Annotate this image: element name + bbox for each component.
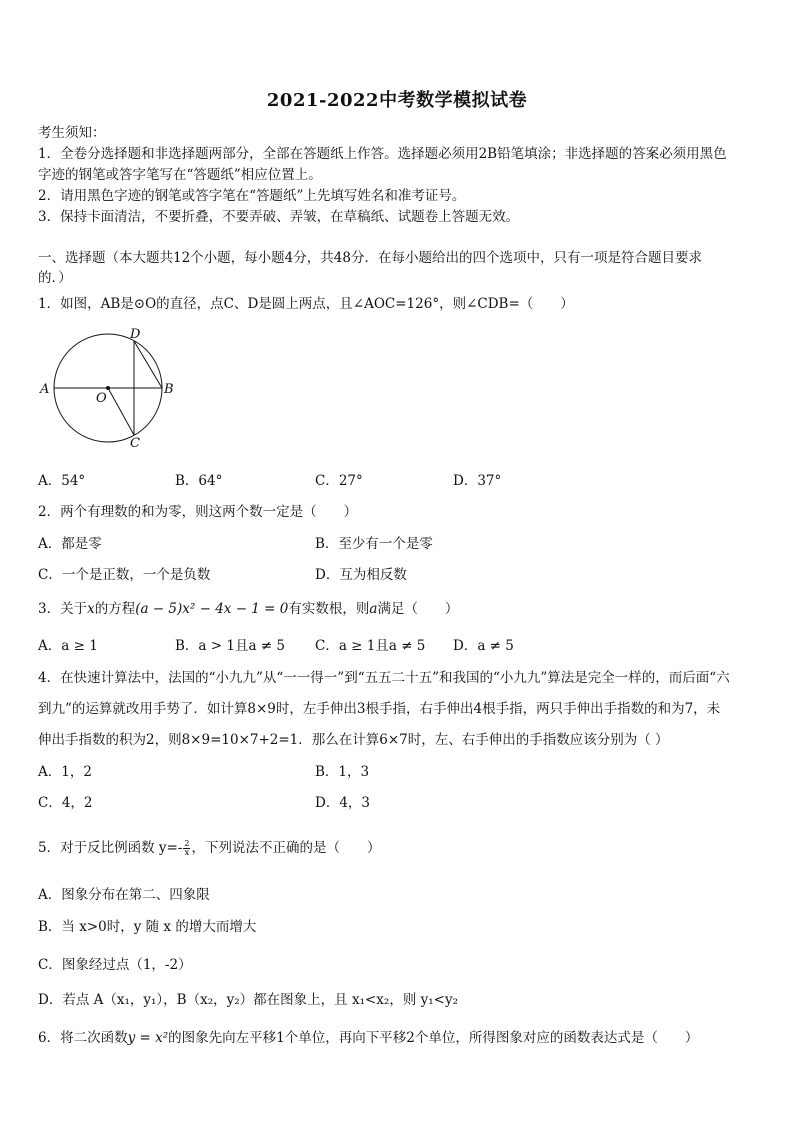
q5-option-b: B．当 x>0时，y 随 x 的增大而增大 bbox=[38, 919, 257, 935]
label-b: B bbox=[164, 382, 174, 397]
q2-option-c: C．一个是正数，一个是负数 bbox=[38, 567, 211, 583]
q1-circle-figure bbox=[38, 325, 180, 455]
notice-item-1b: 字迹的钢笔或答字笔写在“答题纸”相应位置上。 bbox=[38, 167, 322, 183]
q5-stem bbox=[38, 836, 380, 857]
q3-var-x: x bbox=[87, 601, 95, 617]
q5-option-d: D．若点 A（x₁，y₁），B（x₂，y₂）都在图象上，且 x₁<x₂，则 y₁<y₂ bbox=[38, 992, 458, 1008]
q6-equation: y = x² bbox=[127, 1030, 169, 1046]
q1-option-b: B．64° bbox=[175, 473, 223, 489]
q4-line-1: 4．在快速计算法中，法国的“小九九”从“一一得一”到“五五二十五”和我国的“小九九”算法是完全一样的，而后面“六 bbox=[38, 670, 730, 686]
q5-stem-b: ，下列说法不正确的是（ ） bbox=[191, 840, 381, 856]
q5-option-a: A．图象分布在第二、四象限 bbox=[38, 887, 210, 903]
center-point bbox=[106, 386, 110, 390]
q3-option-c: C．a ≥ 1且a ≠ 5 bbox=[315, 638, 426, 654]
q3-stem-c: 有实数根，则 bbox=[288, 601, 370, 617]
q1-option-c: C．27° bbox=[315, 473, 363, 489]
q4-option-a: A．1，2 bbox=[38, 764, 92, 780]
segment-oc bbox=[108, 388, 134, 435]
section-heading-a: 一、选择题（本大题共12个小题，每小题4分，共48分．在每小题给出的四个选项中，只有一项是符合题目要求 bbox=[38, 250, 702, 266]
q6-stem-a: 6．将二次函数 bbox=[38, 1030, 128, 1046]
q5-fraction bbox=[183, 840, 190, 857]
q2-option-a: A．都是零 bbox=[38, 536, 102, 552]
q5-frac-den: x bbox=[184, 848, 190, 857]
q5-frac-num: 2 bbox=[184, 839, 190, 848]
q6-stem bbox=[38, 1026, 698, 1046]
q2-stem: 2．两个有理数的和为零，则这两个数一定是（ ） bbox=[38, 504, 358, 520]
notice-heading: 考生须知： bbox=[38, 125, 106, 141]
notice-item-1a: 1．全卷分选择题和非选择题两部分，全部在答题纸上作答。选择题必须用2B铅笔填涂；非选择题的答案必须用黑色 bbox=[38, 146, 727, 162]
q1-option-d: D．37° bbox=[453, 473, 502, 489]
q4-option-b: B．1，3 bbox=[315, 764, 370, 780]
q2-option-b: B．至少有一个是零 bbox=[315, 536, 433, 552]
q4-line-2: 到九”的运算就改用手势了．如计算8×9时，左手伸出3根手指，右手伸出4根手指，两只手伸出手指数的和为7，未 bbox=[38, 701, 721, 717]
q4-line-3: 伸出手指数的积为2，则8×9=10×7+2=1．那么在计算6×7时，左、右手伸出的手指数应该分别为（ ） bbox=[38, 732, 669, 748]
q3-stem-d: 满足（ ） bbox=[377, 601, 459, 617]
q1-option-a: A．54° bbox=[38, 473, 86, 489]
q3-var-a: a bbox=[369, 601, 378, 617]
section-heading-b: 的．） bbox=[38, 270, 72, 286]
q3-equation: (a − 5)x² − 4x − 1 = 0 bbox=[135, 601, 289, 617]
q1-stem: 1．如图，AB是⊙O的直径，点C、D是圆上两点，且∠AOC=126°，则∠CDB=（ ） bbox=[38, 296, 574, 312]
chord-db bbox=[134, 341, 162, 388]
q3-option-b: B．a > 1且a ≠ 5 bbox=[175, 638, 285, 654]
q3-option-d: D．a ≠ 5 bbox=[453, 638, 514, 654]
label-d: D bbox=[130, 327, 141, 342]
q3-stem-a: 3．关于 bbox=[38, 601, 88, 617]
q4-option-d: D．4，3 bbox=[315, 795, 371, 811]
notice-item-2: 2．请用黑色字迹的钢笔或答字笔在“答题纸”上先填写姓名和准考证号。 bbox=[38, 188, 466, 204]
q3-option-a: A．a ≥ 1 bbox=[38, 638, 98, 654]
label-o: O bbox=[96, 391, 107, 406]
q2-option-d: D．互为相反数 bbox=[315, 567, 407, 583]
page-title: 2021-2022中考数学模拟试卷 bbox=[266, 90, 528, 111]
q6-stem-b: 的图象先向左平移1个单位，再向下平移2个单位，所得图象对应的函数表达式是（ ） bbox=[168, 1030, 699, 1046]
label-c: C bbox=[130, 436, 140, 451]
q5-stem-a: 5．对于反比例函数 y=- bbox=[38, 840, 183, 856]
label-a: A bbox=[40, 382, 50, 397]
q5-option-c: C．图象经过点（1，-2） bbox=[38, 957, 192, 973]
q3-stem-b: 的方程 bbox=[94, 601, 136, 617]
q4-option-c: C．4，2 bbox=[38, 795, 93, 811]
notice-item-3: 3．保持卡面清洁，不要折叠，不要弄破、弄皱，在草稿纸、试题卷上答题无效。 bbox=[38, 209, 520, 225]
q3-stem bbox=[38, 597, 458, 617]
